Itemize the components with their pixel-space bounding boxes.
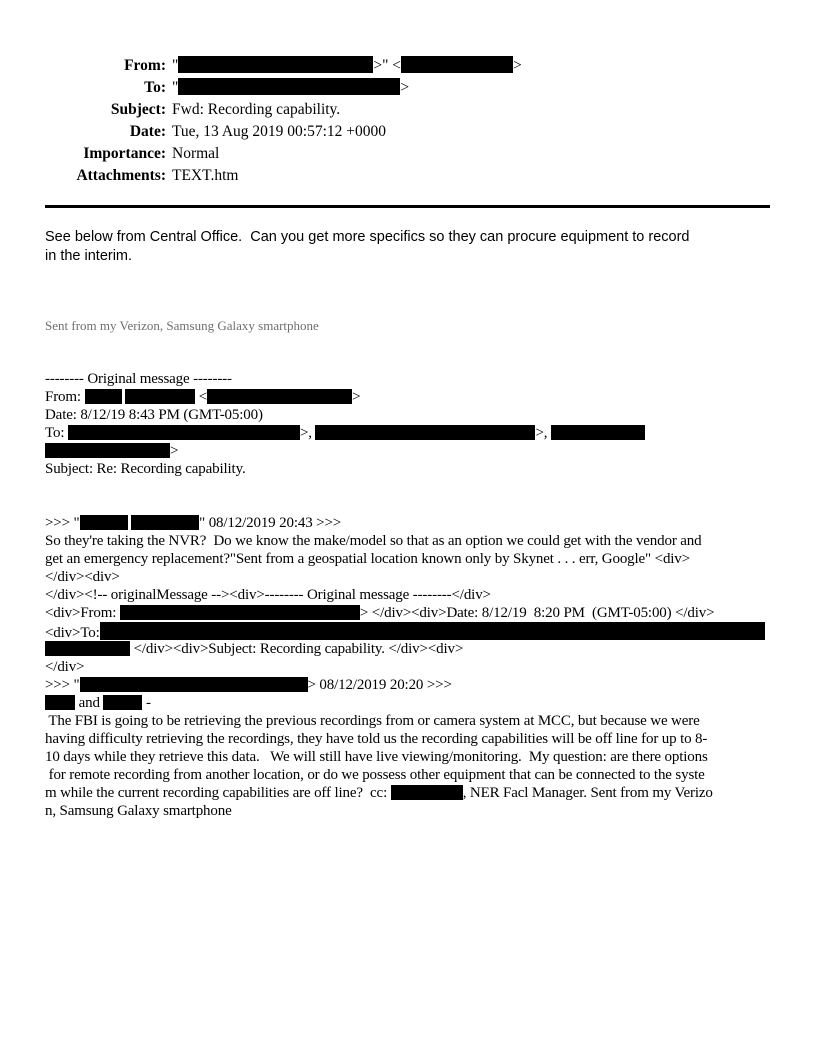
text-segment: " bbox=[172, 79, 179, 96]
intro-paragraph bbox=[45, 228, 772, 266]
redaction-bar bbox=[401, 56, 513, 73]
text-segment: The FBI is going to be retrieving the previous recordings from or camera system at MCC, but because we were bbox=[45, 713, 700, 729]
text-segment: , NER Facl Manager. Sent from my Verizo bbox=[462, 785, 713, 801]
header-field-label: To: bbox=[144, 79, 166, 96]
text-segment: > bbox=[400, 79, 410, 96]
message-line bbox=[45, 568, 772, 586]
text-segment: get an emergency replacement?"Sent from a geospatial location known only by Skynet . . . err, Google" <div> bbox=[45, 551, 690, 567]
header-field-row bbox=[45, 55, 772, 77]
redaction-bar bbox=[207, 389, 352, 404]
header-field-label: From: bbox=[124, 57, 166, 74]
email-header bbox=[45, 55, 772, 187]
redaction-bar bbox=[45, 443, 170, 458]
text-segment: <div>From: bbox=[45, 605, 120, 621]
message-line bbox=[45, 514, 772, 532]
message-line bbox=[45, 676, 772, 694]
redaction-bar bbox=[85, 389, 122, 404]
message-line bbox=[45, 460, 772, 478]
text-segment: From: bbox=[45, 389, 85, 405]
redaction-bar bbox=[45, 641, 130, 656]
header-field-row bbox=[45, 77, 772, 99]
redaction-bar bbox=[120, 605, 360, 620]
text-segment: - bbox=[142, 695, 151, 711]
message-line bbox=[45, 532, 772, 550]
message-line bbox=[45, 622, 772, 640]
text-segment: >, bbox=[299, 425, 316, 441]
intro-line: See below from Central Office. Can you get more specifics so they can procure equipment to record bbox=[45, 229, 690, 245]
redaction-bar bbox=[131, 515, 199, 530]
message-line bbox=[45, 748, 772, 766]
text-segment: > </div><div>Date: 8/12/19 8:20 PM (GMT-05:00) </div> bbox=[359, 605, 715, 621]
text-segment: " 08/12/2019 20:43 >>> bbox=[199, 515, 342, 531]
text-segment: To: bbox=[45, 425, 68, 441]
message-line bbox=[45, 712, 772, 730]
text-segment: <div>To: bbox=[45, 625, 100, 641]
text-segment: Tue, 13 Aug 2019 00:57:12 +0000 bbox=[172, 123, 386, 140]
text-segment: </div> bbox=[45, 659, 85, 675]
text-segment: TEXT.htm bbox=[172, 167, 239, 184]
text-segment: -------- Original message -------- bbox=[45, 371, 232, 387]
header-field-row bbox=[45, 121, 772, 143]
text-segment: </div><!-- originalMessage --><div>-------- Original message --------</div> bbox=[45, 587, 491, 603]
message-line bbox=[45, 766, 772, 784]
text-segment: having difficulty retrieving the recordings, they have told us the recording capabilities will be off line for up to 8- bbox=[45, 731, 708, 747]
message-line bbox=[45, 424, 772, 442]
header-field-value bbox=[172, 77, 409, 99]
redaction-bar bbox=[80, 515, 128, 530]
separator-rule bbox=[45, 205, 770, 208]
message-line bbox=[45, 802, 772, 820]
message-line bbox=[45, 550, 772, 568]
header-field-value bbox=[172, 143, 219, 165]
message-line bbox=[45, 604, 772, 622]
message-line bbox=[45, 442, 772, 460]
text-segment: Fwd: Recording capability. bbox=[172, 101, 341, 118]
text-segment: > bbox=[170, 443, 179, 459]
redaction-bar bbox=[100, 622, 765, 640]
header-field-row bbox=[45, 143, 772, 165]
text-segment: Date: 8/12/19 8:43 PM (GMT-05:00) bbox=[45, 407, 263, 423]
redaction-bar bbox=[178, 78, 400, 95]
text-segment: >" < bbox=[373, 57, 402, 74]
header-field-row bbox=[45, 99, 772, 121]
redaction-bar bbox=[68, 425, 300, 440]
redaction-bar bbox=[315, 425, 535, 440]
text-segment: Subject: Re: Recording capability. bbox=[45, 461, 246, 477]
redaction-bar bbox=[125, 389, 195, 404]
text-segment: >, bbox=[535, 425, 551, 441]
text-segment: < bbox=[195, 389, 208, 405]
message-line bbox=[45, 784, 772, 802]
intro-line: in the interim. bbox=[45, 248, 133, 264]
message-line bbox=[45, 370, 772, 388]
text-segment: </div><div> bbox=[45, 569, 120, 585]
redaction-bar bbox=[45, 695, 75, 710]
text-segment: and bbox=[75, 695, 104, 711]
text-segment: n, Samsung Galaxy smartphone bbox=[45, 803, 232, 819]
header-field-label: Attachments: bbox=[76, 167, 166, 184]
text-segment: Normal bbox=[172, 145, 220, 162]
message-body bbox=[45, 370, 772, 820]
redaction-bar bbox=[80, 677, 308, 692]
text-segment: > bbox=[513, 57, 522, 74]
header-field-label: Subject: bbox=[110, 101, 166, 118]
message-line bbox=[45, 730, 772, 748]
message-line bbox=[45, 658, 772, 676]
text-segment: >>> " bbox=[45, 677, 80, 693]
message-line bbox=[45, 388, 772, 406]
text-segment: for remote recording from another location, or do we possess other equipment that can be connected to the syste bbox=[45, 767, 705, 783]
redaction-bar bbox=[551, 425, 645, 440]
header-field-value bbox=[172, 99, 340, 121]
text-segment: 10 days while they retrieve this data. We will still have live viewing/monitoring. My question: are there options bbox=[45, 749, 708, 765]
text-segment: " bbox=[172, 57, 179, 74]
message-line bbox=[45, 640, 772, 658]
header-field-value bbox=[172, 121, 386, 143]
redaction-bar bbox=[103, 695, 142, 710]
header-field-label: Date: bbox=[129, 123, 166, 140]
mobile-signature: Sent from my Verizon, Samsung Galaxy smartphone bbox=[45, 318, 319, 333]
message-line bbox=[45, 496, 772, 514]
text-segment: >>> " bbox=[45, 515, 80, 531]
redaction-bar bbox=[391, 785, 463, 800]
header-field-value bbox=[172, 55, 522, 77]
text-segment: > bbox=[352, 389, 361, 405]
header-field-label: Importance: bbox=[83, 145, 166, 162]
text-segment: > 08/12/2019 20:20 >>> bbox=[307, 677, 452, 693]
message-line bbox=[45, 694, 772, 712]
header-field-row bbox=[45, 165, 772, 187]
message-line bbox=[45, 586, 772, 604]
redaction-bar bbox=[178, 56, 373, 73]
text-segment: m while the current recording capabilities are off line? cc: bbox=[45, 785, 391, 801]
text-segment: </div><div>Subject: Recording capability. </div><div> bbox=[130, 641, 464, 657]
text-segment: So they're taking the NVR? Do we know the make/model so that as an option we could get with the vendor and bbox=[45, 533, 702, 549]
header-field-value bbox=[172, 165, 238, 187]
message-line bbox=[45, 406, 772, 424]
message-line bbox=[45, 478, 772, 496]
